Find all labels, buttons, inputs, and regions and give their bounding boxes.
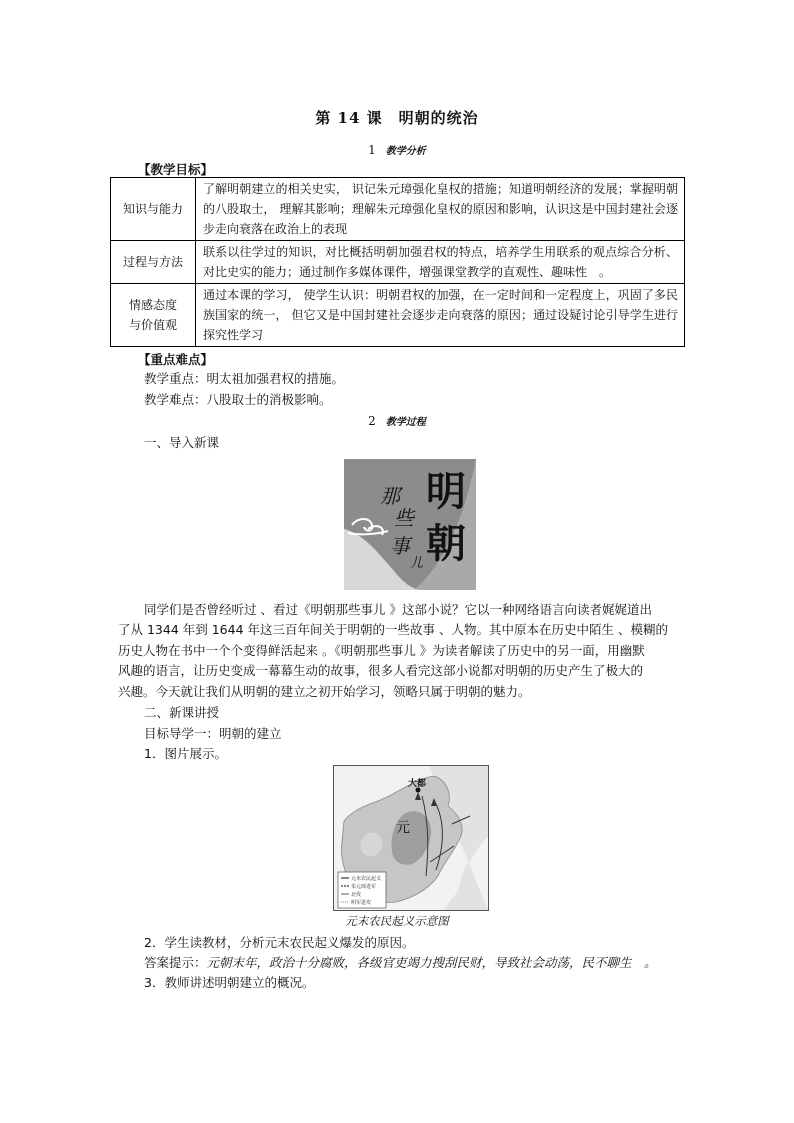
goals-row-values <box>111 284 685 347</box>
guide-1-heading: 目标导学一：明朝的建立 <box>144 726 282 741</box>
goals-row-content: 通过本课的学习， 使学生认识：明朝君权的加强，在一定时间和一定程度上，巩固了多民族国家的统一， 但它又是中国封建社会逐步走向衰落的原因；通过设疑讨论引导学生进行探究性学习 <box>196 284 685 347</box>
goals-row-label-line: 与价值观 <box>128 318 177 332</box>
map-caption: 元末农民起义示意图 <box>345 914 449 928</box>
goals-table <box>110 177 685 347</box>
lesson-title: 第 14 课 明朝的统治 <box>315 109 479 127</box>
goals-heading: 【教学目标】 <box>138 162 214 177</box>
intro-line: 历史人物在书中一个个变得鲜活起来 。《明朝那些事儿 》为读者解读了历史中的另一面，用幽默 <box>118 643 645 658</box>
section-1-label: 教学分析 <box>385 146 426 157</box>
book-cover-image <box>344 459 476 590</box>
map-label-dadu: 大都 <box>408 779 427 789</box>
step-2: 2．学生读教材，分析元末农民起义爆发的原因。 <box>144 935 415 950</box>
intro-line: 了从 1344 年到 1644 年这三百年间关于明朝的一些故事 、人物。其中原本在历史中陌生 、模糊的 <box>118 622 668 637</box>
goals-row-label: 知识与能力 <box>111 178 196 241</box>
book-cover-graphic <box>344 459 476 590</box>
map-legend <box>338 872 386 908</box>
section-2-number: 2 <box>368 414 376 428</box>
intro-line: 兴趣。今天就让我们从明朝的建立之初开始学习，领略只属于明朝的魅力。 <box>118 684 531 699</box>
goals-row-content: 联系以往学过的知识，对比概括明朝加强君权的特点，培养学生用联系的观点综合分析、对比史实的能力；通过制作多媒体课件，增强课堂教学的直观性、趣味性 。 <box>196 241 685 284</box>
map-legend-item: 北伐 <box>351 892 362 898</box>
intro-line: 风趣的语言，让历史变成一幕幕生动的故事，很多人看完这部小说都对明朝的历史产生了极大的 <box>118 663 644 678</box>
map-legend-item: 明军进攻 <box>351 900 372 906</box>
book-subtitle-char: 些 <box>394 506 414 530</box>
section-1-header <box>0 142 794 157</box>
goals-row-label-line: 情感态度 <box>128 298 177 312</box>
goals-row-knowledge <box>111 178 685 241</box>
step-1: 1．图片展示。 <box>144 746 227 761</box>
book-subtitle-char: 那 <box>380 484 400 508</box>
book-subtitle-char: 事 <box>390 534 410 558</box>
uprising-map-graphic <box>334 766 488 910</box>
book-subtitle-char: 儿 <box>410 556 424 571</box>
key-points-heading: 【重点难点】 <box>138 352 214 367</box>
book-title-char: 明 <box>426 468 466 515</box>
goals-row-label: 过程与方法 <box>111 241 196 284</box>
answer-text: 元朝末年，政治十分腐败，各级官吏竭力搜刮民财，导致社会动荡，民不聊生 。 <box>206 955 657 970</box>
intro-line: 同学们是否曾经听过 、看过《明朝那些事儿 》这部小说？它以一种网络语言向读者娓娓道出 <box>144 602 652 617</box>
map-legend-item: 朱元璋进军 <box>351 884 377 890</box>
part-2-heading: 二、新课讲授 <box>144 705 220 720</box>
map-legend-item: 元末农民起义 <box>351 876 382 882</box>
step-3: 3．教师讲述明朝建立的概况。 <box>144 975 315 990</box>
section-2-label: 教学过程 <box>385 417 426 428</box>
book-title-char: 朝 <box>426 520 466 567</box>
section-1-number: 1 <box>368 143 376 157</box>
goals-row-content: 了解明朝建立的相关史实， 识记朱元璋强化皇权的措施；知道明朝经济的发展；掌握明朝的八股取士， 理解其影响；理解朱元璋强化皇权的原因和影响，认识这是中国封建社会逐步走向衰落在政治上的表现 <box>196 178 685 241</box>
teaching-difficulty: 教学难点：八股取士的消极影响。 <box>144 392 332 407</box>
goals-row-process <box>111 241 685 284</box>
uprising-map-image <box>333 765 489 911</box>
map-label-yuan: 元 <box>396 820 410 836</box>
part-1-heading: 一、导入新课 <box>144 435 220 450</box>
section-2-header <box>0 413 794 428</box>
answer-label: 答案提示： <box>144 955 207 970</box>
goals-row-label-multiline <box>111 284 196 347</box>
answer-hint <box>144 953 657 973</box>
teaching-focus: 教学重点：明太祖加强君权的措施。 <box>144 371 345 386</box>
